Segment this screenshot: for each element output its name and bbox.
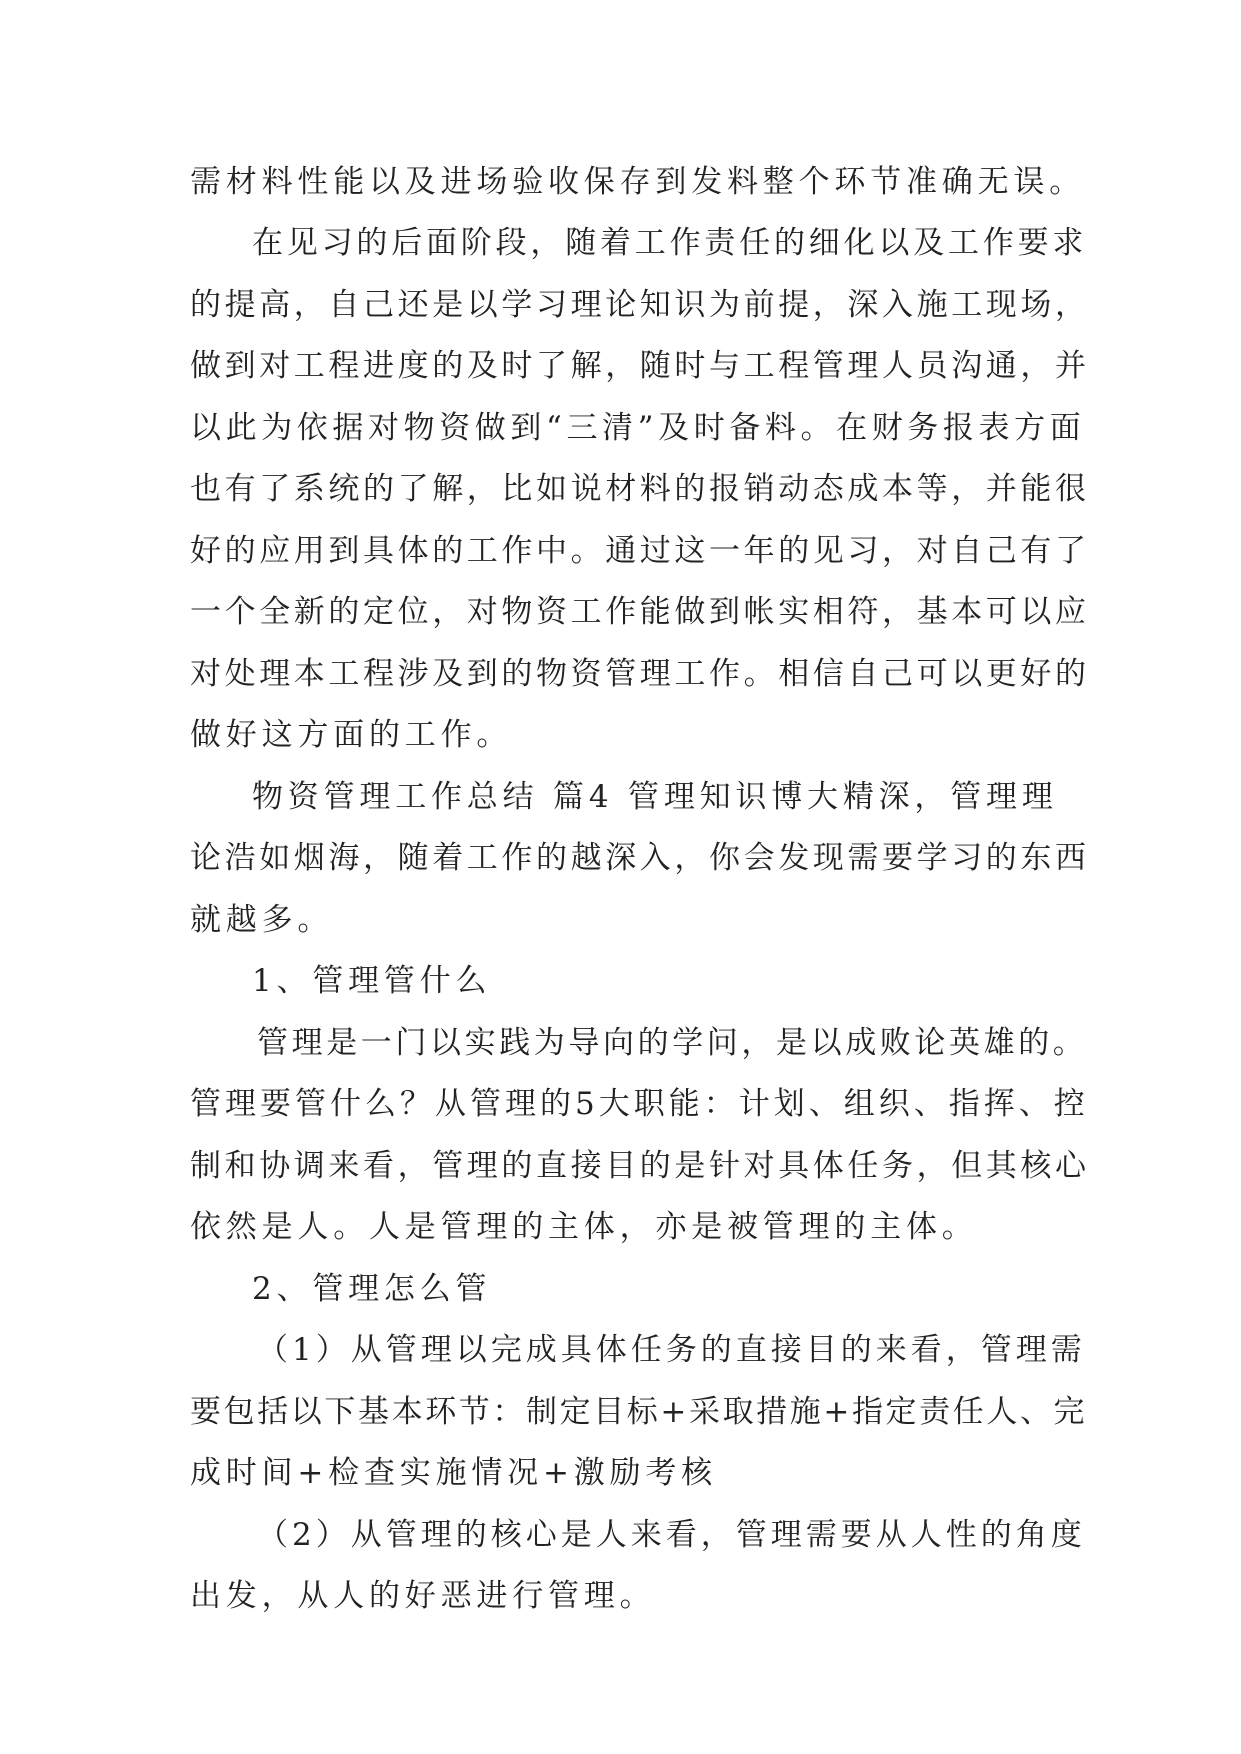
paragraph-line: 依然是人。人是管理的主体，亦是被管理的主体。 [190,1209,978,1245]
paragraph-line: 的提高，自己还是以学习理论知识为前提，深入施工现场， [190,287,1090,323]
paragraph-line: （1）从管理以完成具体任务的直接目的来看，管理需 [257,1332,1086,1368]
paragraph-line: 成时间+检查实施情况+激励考核 [190,1455,717,1491]
paragraph-line: 需材料性能以及进场验收保存到发料整个环节准确无误。 [190,164,1085,200]
paragraph-line: 在见习的后面阶段，随着工作责任的细化以及工作要求 [252,225,1088,261]
paragraph-line: 做到对工程进度的及时了解，随时与工程管理人员沟通，并 [190,348,1090,384]
paragraph-line: 也有了系统的了解，比如说材料的报销动态成本等，并能很 [190,471,1090,507]
paragraph-line: 管理要管什么？从管理的5大职能：计划、组织、指挥、控 [190,1086,1089,1122]
subheading-line: 2、管理怎么管 [252,1271,492,1307]
paragraph-line: 以此为依据对物资做到“三清”及时备料。在财务报表方面 [190,410,1086,446]
paragraph-line: 就越多。 [190,902,334,938]
paragraph-line: 做好这方面的工作。 [190,717,513,753]
paragraph-line: 管理是一门以实践为导向的学问，是以成败论英雄的。 [257,1025,1088,1061]
subheading-line: 1、管理管什么 [252,963,492,999]
paragraph-line: 好的应用到具体的工作中。通过这一年的见习，对自己有了 [190,533,1090,569]
paragraph-line: 一个全新的定位，对物资工作能做到帐实相符，基本可以应 [190,594,1090,630]
paragraph-line: 制和协调来看，管理的直接目的是针对具体任务，但其核心 [190,1148,1090,1184]
section-heading-line: 物资管理工作总结 篇4 管理知识博大精深，管理理 [252,779,1058,815]
paragraph-line: （2）从管理的核心是人来看，管理需要从人性的角度 [257,1517,1086,1553]
paragraph-line: 要包括以下基本环节：制定目标+采取措施+指定责任人、完 [190,1394,1088,1430]
paragraph-line: 论浩如烟海，随着工作的越深入，你会发现需要学习的东西 [190,840,1090,876]
paragraph-line: 对处理本工程涉及到的物资管理工作。相信自己可以更好的 [190,656,1090,692]
paragraph-line: 出发，从人的好恶进行管理。 [190,1578,656,1614]
